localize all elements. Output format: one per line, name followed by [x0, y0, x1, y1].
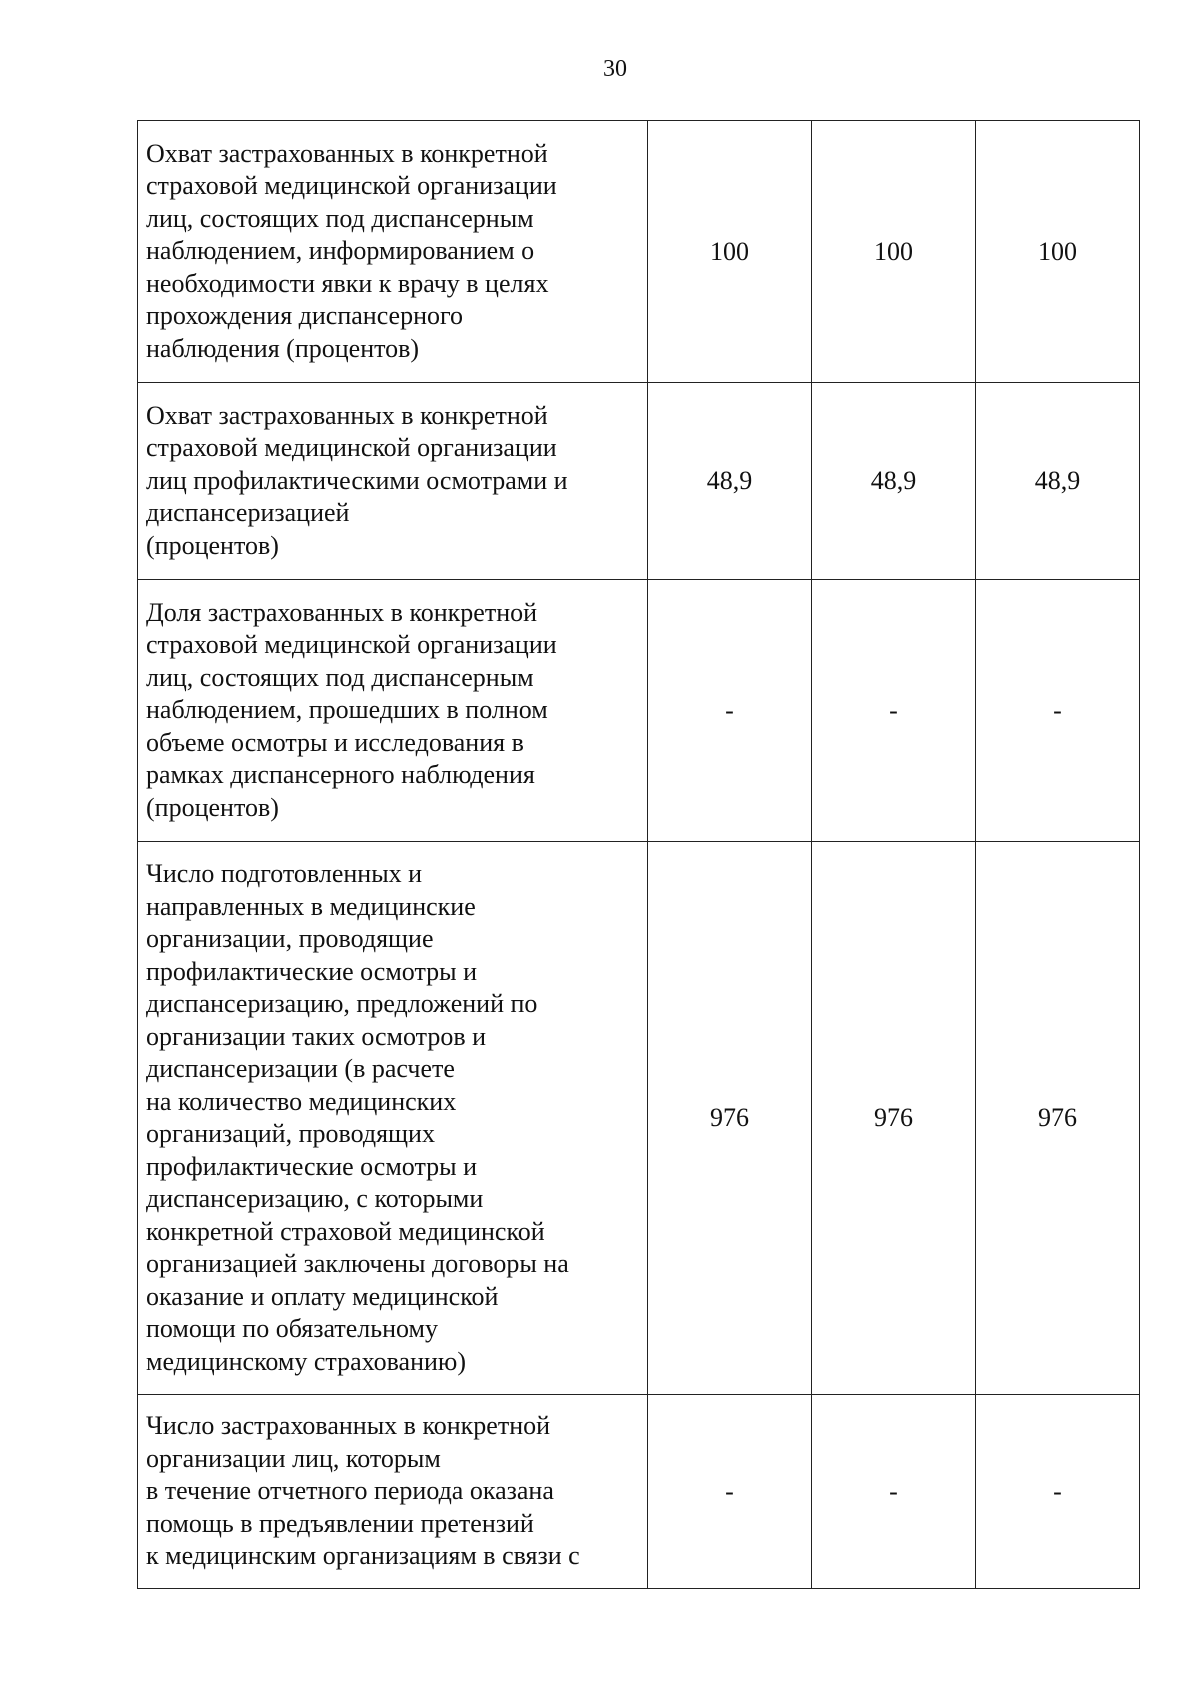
indicator-label-line: на количество медицинских: [146, 1086, 457, 1116]
indicator-label-line: помощи по обязательному: [146, 1314, 439, 1343]
indicator-label-cell: [138, 580, 648, 842]
indicator-value-cell: -: [812, 580, 976, 842]
table-row: [138, 842, 1140, 1395]
indicator-label-line: лиц профилактическими осмотрами и: [146, 465, 568, 495]
indicator-label-line: объеме осмотры и исследования в: [146, 727, 524, 757]
indicator-label-line: прохождения диспансерного: [146, 301, 464, 331]
table-row: [138, 383, 1140, 580]
indicator-label-line: диспансеризацию, с которыми: [146, 1184, 484, 1213]
indicator-label-cell: [138, 842, 648, 1395]
indicator-label-line: лиц, состоящих под диспансерным: [146, 203, 534, 233]
indicator-label-line: к медицинским организациям в связи с: [146, 1541, 580, 1571]
indicator-label-cell: [138, 383, 648, 580]
indicator-label-line: организации лиц, которым: [146, 1443, 441, 1473]
indicator-value-cell: 976: [812, 842, 976, 1395]
indicator-label-line: лиц, состоящих под диспансерным: [146, 662, 534, 692]
indicator-label-line: в течение отчетного периода оказана: [146, 1476, 554, 1506]
indicator-value-cell: -: [648, 1395, 812, 1589]
indicator-label-line: страховой медицинской организации: [146, 171, 557, 201]
indicator-label-line: медицинскому страхованию): [146, 1346, 466, 1376]
table-row: [138, 1395, 1140, 1589]
indicator-label-line: конкретной страховой медицинской: [146, 1216, 545, 1246]
indicator-value-cell: 48,9: [648, 383, 812, 580]
indicators-table-body: [138, 121, 1140, 1589]
indicator-label-line: наблюдения (процентов): [146, 333, 420, 363]
indicator-label-line: страховой медицинской организации: [146, 630, 557, 660]
indicator-label-line: (процентов): [146, 530, 279, 560]
page-number: 30: [603, 56, 627, 82]
indicator-label-line: страховой медицинской организации: [146, 433, 557, 463]
indicator-value-cell: 48,9: [812, 383, 976, 580]
indicator-value-cell: 976: [976, 842, 1140, 1395]
indicator-value-cell: -: [976, 1395, 1140, 1589]
indicator-label-line: профилактические осмотры и: [146, 1151, 478, 1181]
indicator-value-cell: 100: [648, 121, 812, 383]
indicator-label-line: Охват застрахованных в конкретной: [146, 400, 548, 430]
indicator-label-cell: [138, 1395, 648, 1589]
indicator-label-line: диспансеризации (в расчете: [146, 1054, 455, 1083]
indicator-label-line: Доля застрахованных в конкретной: [146, 597, 538, 627]
indicator-value-cell: -: [648, 580, 812, 842]
indicator-value-cell: 100: [812, 121, 976, 383]
indicator-label-line: организаций, проводящих: [146, 1119, 435, 1148]
indicator-label-line: организации, проводящие: [146, 924, 434, 953]
indicator-label-line: необходимости явки к врачу в целях: [146, 268, 549, 298]
indicator-value-cell: -: [976, 580, 1140, 842]
table-row: [138, 121, 1140, 383]
indicator-label-line: организацией заключены договоры на: [146, 1249, 569, 1278]
indicator-label-line: помощь в предъявлении претензий: [146, 1508, 534, 1538]
indicator-value-cell: 48,9: [976, 383, 1140, 580]
indicator-label-line: Охват застрахованных в конкретной: [146, 138, 548, 168]
indicators-table: [137, 120, 1140, 1589]
indicator-label-line: диспансеризацию, предложений по: [146, 989, 538, 1018]
indicator-label-line: диспансеризацией: [146, 498, 350, 528]
indicator-label-line: рамках диспансерного наблюдения: [146, 760, 535, 790]
indicator-value-cell: 100: [976, 121, 1140, 383]
indicator-label-line: (процентов): [146, 792, 279, 822]
indicator-label-line: наблюдением, прошедших в полном: [146, 695, 548, 725]
indicator-value-cell: -: [812, 1395, 976, 1589]
indicator-label-line: наблюдением, информированием о: [146, 236, 535, 266]
indicator-label-line: организации таких осмотров и: [146, 1021, 487, 1051]
indicator-label-line: Число застрахованных в конкретной: [146, 1411, 551, 1441]
indicator-label-line: Число подготовленных и: [146, 859, 423, 888]
indicator-label-cell: [138, 121, 648, 383]
indicator-value-cell: 976: [648, 842, 812, 1395]
indicator-label-line: оказание и оплату медицинской: [146, 1281, 499, 1311]
table-row: [138, 580, 1140, 842]
indicator-label-line: профилактические осмотры и: [146, 956, 478, 986]
indicator-label-line: направленных в медицинские: [146, 891, 476, 921]
